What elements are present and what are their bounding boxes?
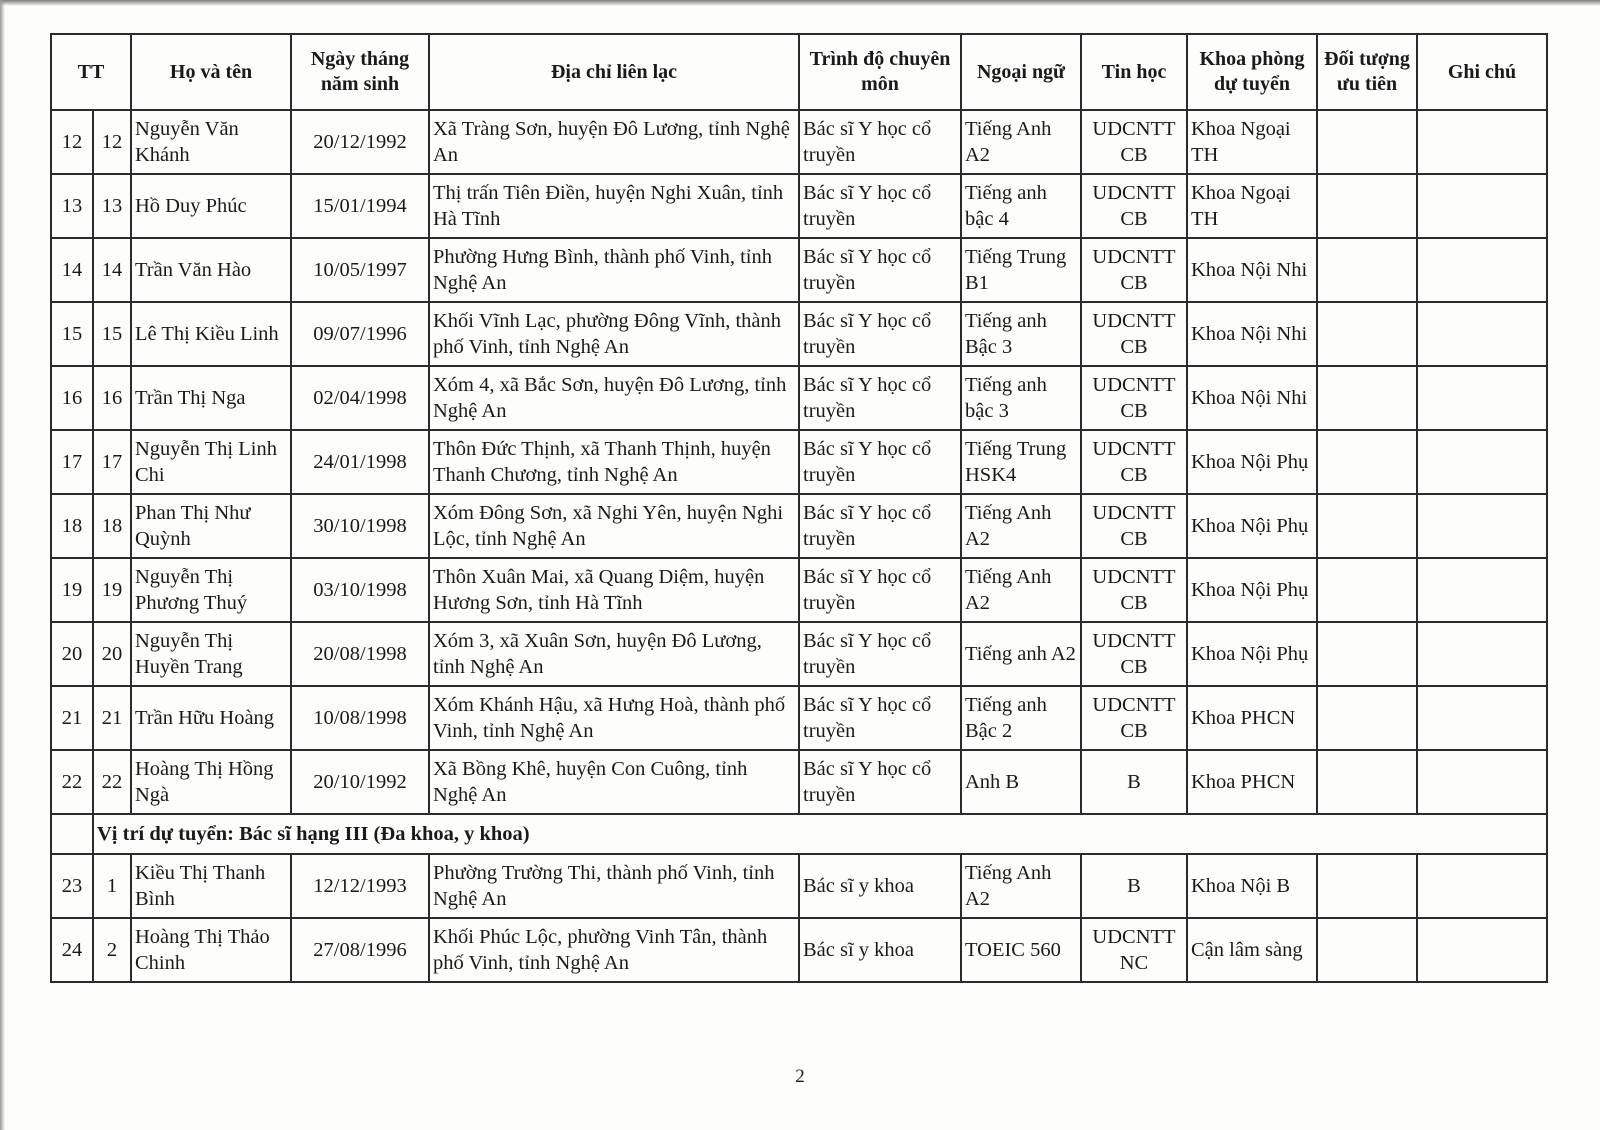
cell-department: Cận lâm sàng [1187, 918, 1317, 982]
cell-language: Anh B [961, 750, 1081, 814]
header-name: Họ và tên [131, 34, 291, 110]
cell-name: Hoàng Thị Hồng Ngà [131, 750, 291, 814]
scan-left-edge [0, 0, 5, 1130]
cell-language: Tiếng anh Bậc 3 [961, 302, 1081, 366]
cell-sub-tt: 18 [93, 494, 131, 558]
header-department: Khoa phòng dự tuyển [1187, 34, 1317, 110]
cell-tt: 17 [51, 430, 93, 494]
cell-address: Khối Phúc Lộc, phường Vinh Tân, thành phố Vinh, tỉnh Nghệ An [429, 918, 799, 982]
scan-top-edge [0, 0, 1600, 6]
table-row [51, 302, 1547, 366]
candidate-table [50, 33, 1548, 983]
cell-name: Phan Thị Như Quỳnh [131, 494, 291, 558]
cell-sub-tt: 19 [93, 558, 131, 622]
cell-tt: 19 [51, 558, 93, 622]
section-row [51, 814, 1547, 854]
cell-note [1417, 750, 1547, 814]
cell-it: UDCNTT CB [1081, 686, 1187, 750]
cell-it: B [1081, 854, 1187, 918]
cell-sub-tt: 15 [93, 302, 131, 366]
cell-priority [1317, 918, 1417, 982]
cell-tt: 21 [51, 686, 93, 750]
cell-priority [1317, 238, 1417, 302]
cell-sub-tt: 1 [93, 854, 131, 918]
cell-qualification: Bác sĩ Y học cổ truyền [799, 686, 961, 750]
cell-department: Khoa Nội B [1187, 854, 1317, 918]
table-row [51, 686, 1547, 750]
cell-sub-tt: 17 [93, 430, 131, 494]
cell-it: UDCNTT NC [1081, 918, 1187, 982]
cell-note [1417, 918, 1547, 982]
header-tt: TT [51, 34, 131, 110]
cell-address: Thôn Đức Thịnh, xã Thanh Thịnh, huyện Thanh Chương, tỉnh Nghệ An [429, 430, 799, 494]
cell-dob: 12/12/1993 [291, 854, 429, 918]
cell-dob: 02/04/1998 [291, 366, 429, 430]
header-it: Tin học [1081, 34, 1187, 110]
cell-qualification: Bác sĩ Y học cổ truyền [799, 110, 961, 174]
cell-it: UDCNTT CB [1081, 110, 1187, 174]
cell-dob: 09/07/1996 [291, 302, 429, 366]
cell-it: UDCNTT CB [1081, 622, 1187, 686]
cell-note [1417, 558, 1547, 622]
cell-name: Nguyễn Thị Phương Thuý [131, 558, 291, 622]
cell-address: Khối Vĩnh Lạc, phường Đông Vĩnh, thành phố Vinh, tỉnh Nghệ An [429, 302, 799, 366]
cell-address: Xóm Đông Sơn, xã Nghi Yên, huyện Nghi Lộc, tỉnh Nghệ An [429, 494, 799, 558]
cell-priority [1317, 494, 1417, 558]
table-row [51, 622, 1547, 686]
cell-name: Trần Thị Nga [131, 366, 291, 430]
cell-sub-tt: 16 [93, 366, 131, 430]
cell-language: Tiếng Anh A2 [961, 494, 1081, 558]
header-address: Địa chỉ liên lạc [429, 34, 799, 110]
cell-priority [1317, 750, 1417, 814]
page-number: 2 [795, 1066, 805, 1087]
header-priority: Đối tượng ưu tiên [1317, 34, 1417, 110]
cell-note [1417, 430, 1547, 494]
cell-address: Phường Trường Thi, thành phố Vinh, tỉnh Nghệ An [429, 854, 799, 918]
cell-it: UDCNTT CB [1081, 494, 1187, 558]
cell-department: Khoa Nội Phụ [1187, 622, 1317, 686]
cell-language: Tiếng anh Bậc 2 [961, 686, 1081, 750]
cell-language: Tiếng anh A2 [961, 622, 1081, 686]
cell-qualification: Bác sĩ Y học cổ truyền [799, 558, 961, 622]
table-row [51, 174, 1547, 238]
cell-tt: 18 [51, 494, 93, 558]
cell-sub-tt: 14 [93, 238, 131, 302]
cell-address: Xóm 4, xã Bắc Sơn, huyện Đô Lương, tỉnh Nghệ An [429, 366, 799, 430]
cell-sub-tt: 13 [93, 174, 131, 238]
cell-department: Khoa Ngoại TH [1187, 174, 1317, 238]
cell-department: Khoa PHCN [1187, 750, 1317, 814]
cell-language: Tiếng Trung HSK4 [961, 430, 1081, 494]
cell-department: Khoa PHCN [1187, 686, 1317, 750]
table-row [51, 558, 1547, 622]
cell-note [1417, 174, 1547, 238]
cell-name: Trần Hữu Hoàng [131, 686, 291, 750]
cell-note [1417, 686, 1547, 750]
cell-address: Thị trấn Tiên Điền, huyện Nghi Xuân, tỉnh Hà Tĩnh [429, 174, 799, 238]
cell-sub-tt: 21 [93, 686, 131, 750]
cell-qualification: Bác sĩ Y học cổ truyền [799, 238, 961, 302]
cell-it: UDCNTT CB [1081, 558, 1187, 622]
cell-name: Trần Văn Hào [131, 238, 291, 302]
cell-dob: 10/08/1998 [291, 686, 429, 750]
cell-dob: 27/08/1996 [291, 918, 429, 982]
cell-qualification: Bác sĩ Y học cổ truyền [799, 174, 961, 238]
cell-note [1417, 854, 1547, 918]
cell-language: Tiếng anh bậc 3 [961, 366, 1081, 430]
cell-department: Khoa Nội Nhi [1187, 238, 1317, 302]
table-row [51, 750, 1547, 814]
cell-language: TOEIC 560 [961, 918, 1081, 982]
cell-dob: 20/10/1992 [291, 750, 429, 814]
header-language: Ngoại ngữ [961, 34, 1081, 110]
table-row [51, 854, 1547, 918]
cell-note [1417, 366, 1547, 430]
table-row [51, 494, 1547, 558]
cell-note [1417, 110, 1547, 174]
cell-note [1417, 622, 1547, 686]
cell-priority [1317, 302, 1417, 366]
cell-department: Khoa Ngoại TH [1187, 110, 1317, 174]
table-row [51, 430, 1547, 494]
table-row [51, 238, 1547, 302]
cell-address: Xóm 3, xã Xuân Sơn, huyện Đô Lương, tỉnh Nghệ An [429, 622, 799, 686]
cell-address: Phường Hưng Bình, thành phố Vinh, tỉnh Nghệ An [429, 238, 799, 302]
cell-name: Hoàng Thị Thảo Chinh [131, 918, 291, 982]
cell-sub-tt: 20 [93, 622, 131, 686]
cell-it: UDCNTT CB [1081, 430, 1187, 494]
cell-priority [1317, 558, 1417, 622]
table-row [51, 110, 1547, 174]
cell-sub-tt: 2 [93, 918, 131, 982]
cell-priority [1317, 366, 1417, 430]
cell-department: Khoa Nội Phụ [1187, 494, 1317, 558]
cell-name: Nguyễn Văn Khánh [131, 110, 291, 174]
cell-qualification: Bác sĩ Y học cổ truyền [799, 494, 961, 558]
cell-address: Thôn Xuân Mai, xã Quang Diệm, huyện Hương Sơn, tỉnh Hà Tĩnh [429, 558, 799, 622]
cell-qualification: Bác sĩ Y học cổ truyền [799, 302, 961, 366]
cell-name: Nguyễn Thị Linh Chi [131, 430, 291, 494]
cell-department: Khoa Nội Nhi [1187, 302, 1317, 366]
table-row [51, 918, 1547, 982]
cell-dob: 30/10/1998 [291, 494, 429, 558]
cell-dob: 10/05/1997 [291, 238, 429, 302]
cell-tt: 24 [51, 918, 93, 982]
cell-priority [1317, 174, 1417, 238]
cell-dob: 03/10/1998 [291, 558, 429, 622]
cell-sub-tt: 22 [93, 750, 131, 814]
cell-tt: 16 [51, 366, 93, 430]
cell-tt: 15 [51, 302, 93, 366]
section-blank-cell [51, 814, 93, 854]
cell-address: Xóm Khánh Hậu, xã Hưng Hoà, thành phố Vinh, tỉnh Nghệ An [429, 686, 799, 750]
cell-dob: 24/01/1998 [291, 430, 429, 494]
cell-tt: 20 [51, 622, 93, 686]
header-dob: Ngày tháng năm sinh [291, 34, 429, 110]
cell-tt: 12 [51, 110, 93, 174]
cell-name: Nguyễn Thị Huyền Trang [131, 622, 291, 686]
cell-note [1417, 302, 1547, 366]
cell-priority [1317, 686, 1417, 750]
cell-language: Tiếng anh bậc 4 [961, 174, 1081, 238]
cell-qualification: Bác sĩ Y học cổ truyền [799, 430, 961, 494]
table-row [51, 366, 1547, 430]
cell-it: UDCNTT CB [1081, 174, 1187, 238]
cell-tt: 22 [51, 750, 93, 814]
cell-language: Tiếng Anh A2 [961, 110, 1081, 174]
cell-priority [1317, 430, 1417, 494]
cell-name: Lê Thị Kiều Linh [131, 302, 291, 366]
cell-tt: 23 [51, 854, 93, 918]
header-qualification: Trình độ chuyên môn [799, 34, 961, 110]
cell-address: Xã Bồng Khê, huyện Con Cuông, tỉnh Nghệ An [429, 750, 799, 814]
cell-sub-tt: 12 [93, 110, 131, 174]
cell-tt: 13 [51, 174, 93, 238]
cell-department: Khoa Nội Phụ [1187, 558, 1317, 622]
cell-qualification: Bác sĩ Y học cổ truyền [799, 750, 961, 814]
cell-name: Kiều Thị Thanh Bình [131, 854, 291, 918]
cell-name: Hồ Duy Phúc [131, 174, 291, 238]
cell-language: Tiếng Anh A2 [961, 854, 1081, 918]
section-label: Vị trí dự tuyển: Bác sĩ hạng III (Đa khoa, y khoa) [93, 814, 1547, 854]
cell-tt: 14 [51, 238, 93, 302]
cell-dob: 20/08/1998 [291, 622, 429, 686]
cell-qualification: Bác sĩ Y học cổ truyền [799, 366, 961, 430]
cell-dob: 15/01/1994 [291, 174, 429, 238]
cell-address: Xã Tràng Sơn, huyện Đô Lương, tỉnh Nghệ An [429, 110, 799, 174]
cell-it: UDCNTT CB [1081, 238, 1187, 302]
header-note: Ghi chú [1417, 34, 1547, 110]
cell-dob: 20/12/1992 [291, 110, 429, 174]
cell-language: Tiếng Trung B1 [961, 238, 1081, 302]
cell-qualification: Bác sĩ Y học cổ truyền [799, 622, 961, 686]
cell-department: Khoa Nội Nhi [1187, 366, 1317, 430]
header-row [51, 34, 1547, 110]
cell-qualification: Bác sĩ y khoa [799, 918, 961, 982]
cell-note [1417, 238, 1547, 302]
cell-note [1417, 494, 1547, 558]
cell-priority [1317, 622, 1417, 686]
cell-it: UDCNTT CB [1081, 302, 1187, 366]
cell-qualification: Bác sĩ y khoa [799, 854, 961, 918]
cell-language: Tiếng Anh A2 [961, 558, 1081, 622]
cell-it: UDCNTT CB [1081, 366, 1187, 430]
cell-department: Khoa Nội Phụ [1187, 430, 1317, 494]
cell-it: B [1081, 750, 1187, 814]
cell-priority [1317, 854, 1417, 918]
cell-priority [1317, 110, 1417, 174]
